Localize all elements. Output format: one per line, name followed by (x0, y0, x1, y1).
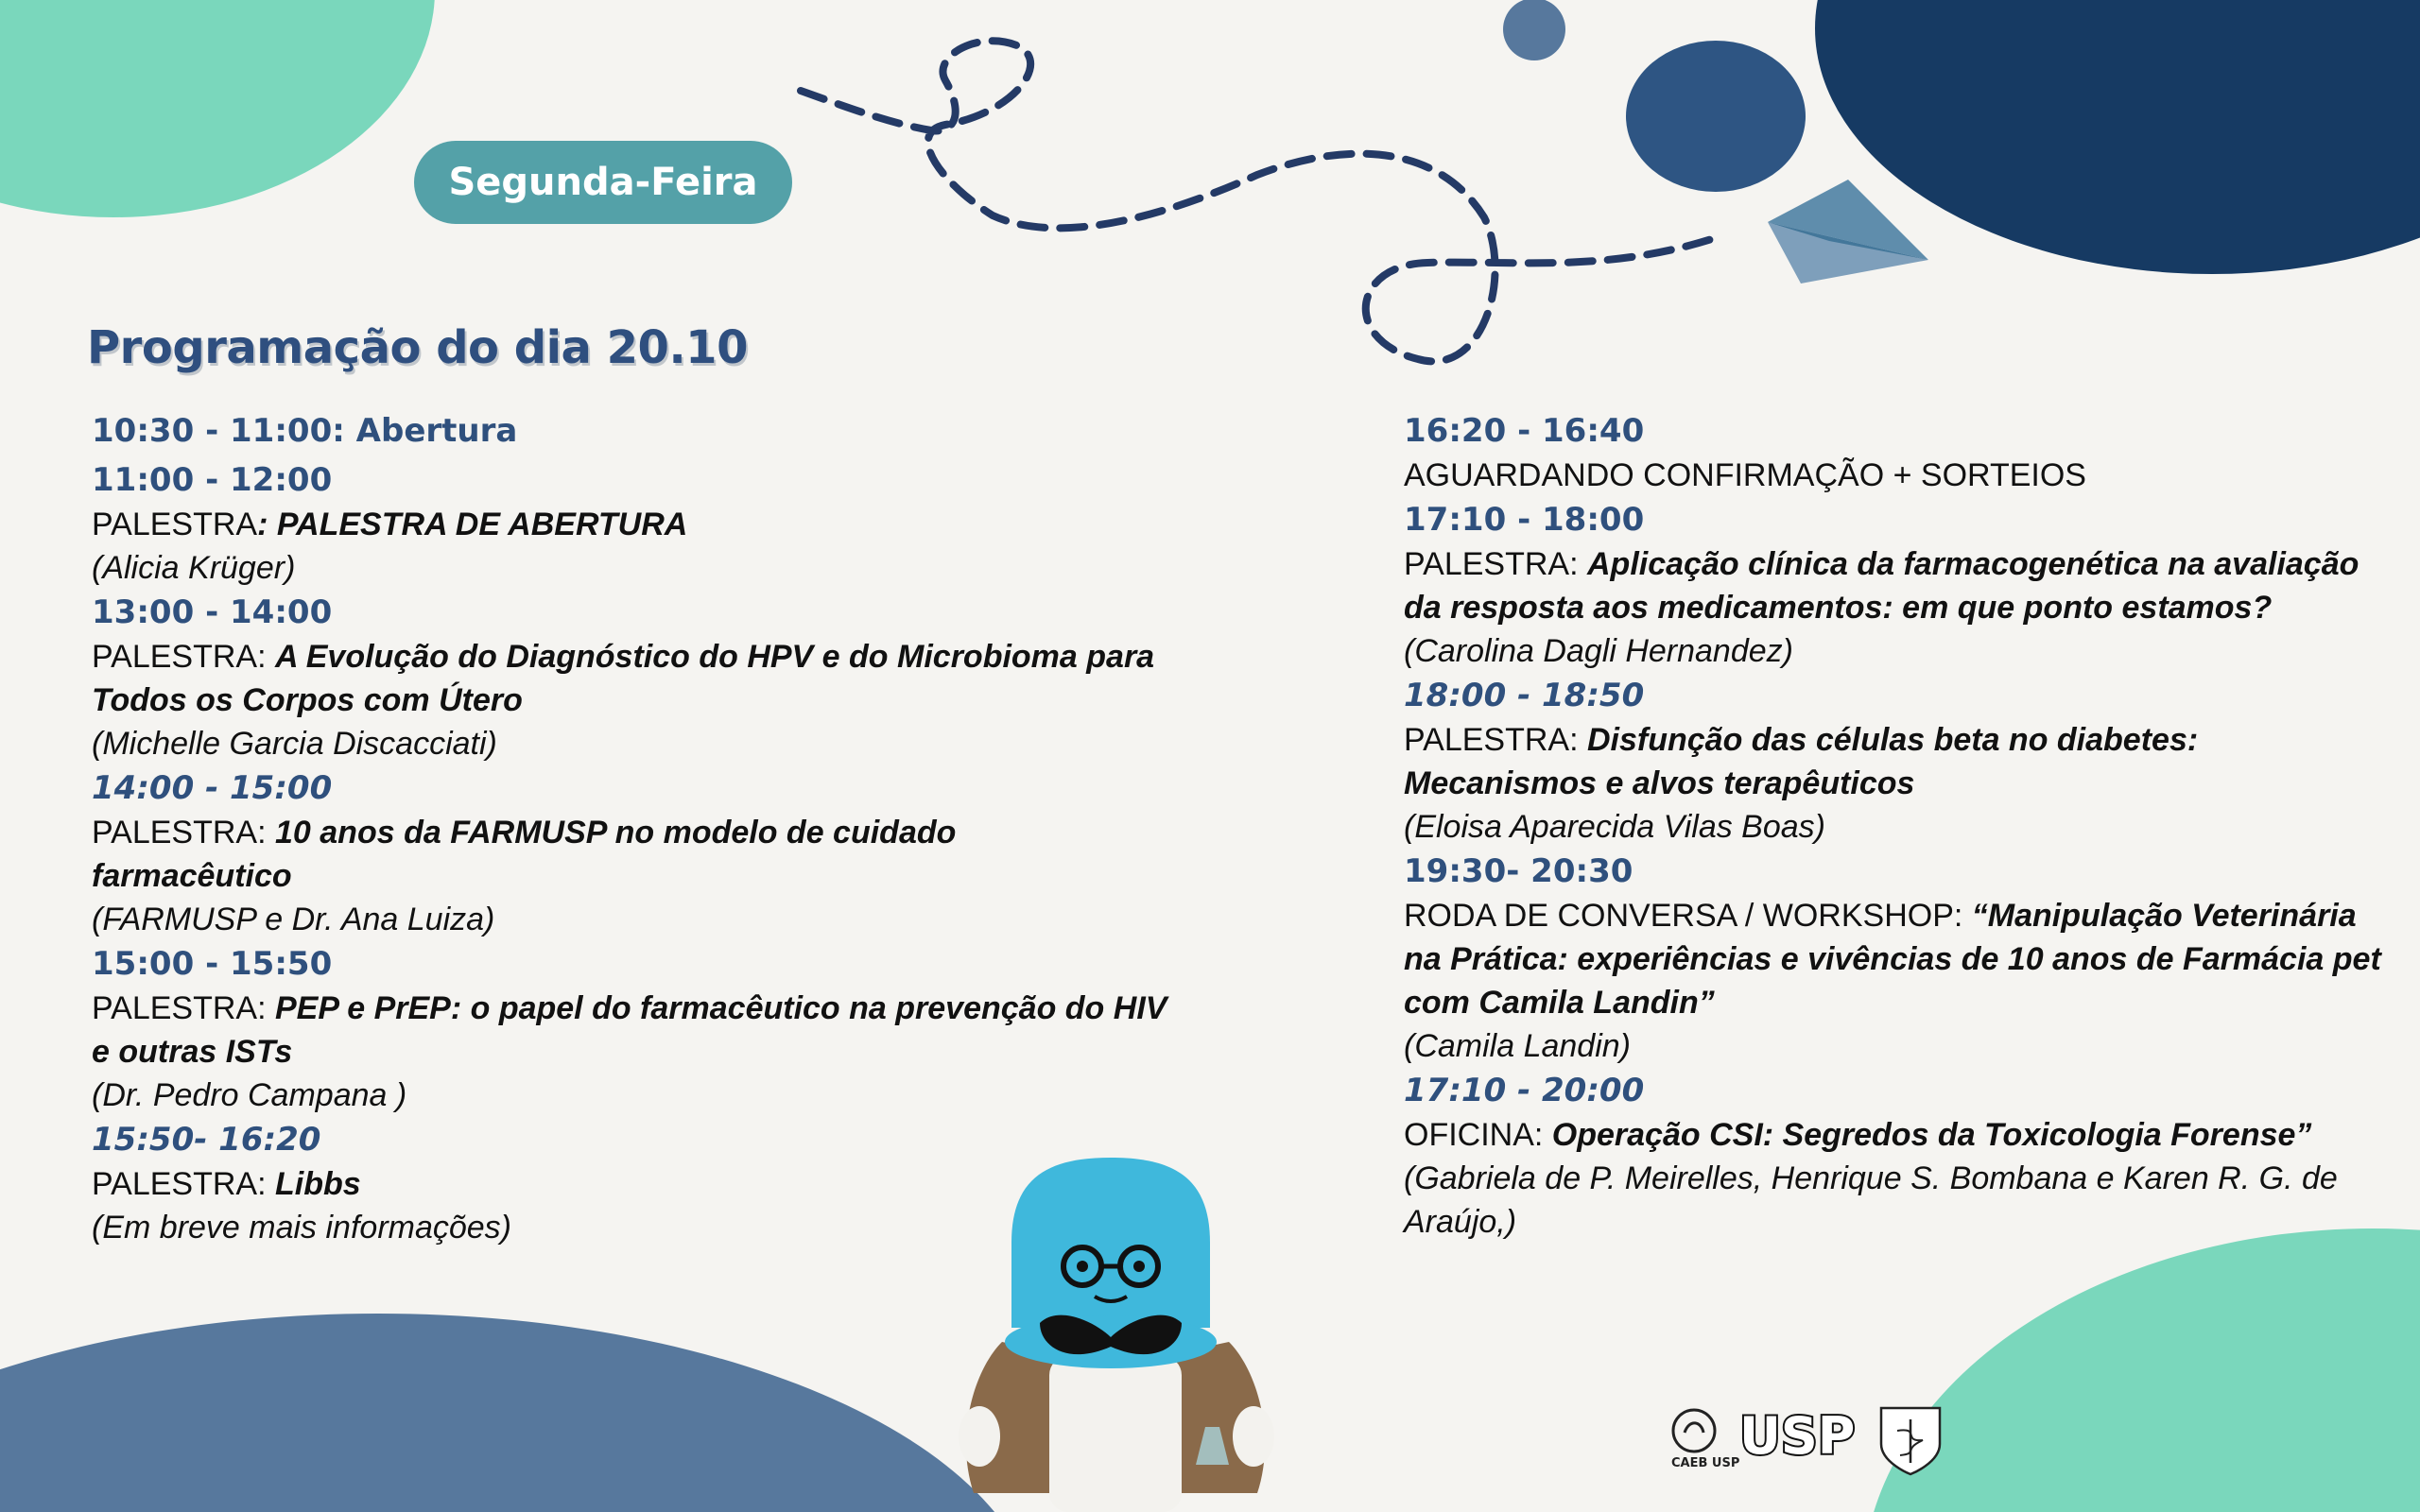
session-speaker: (Alicia Krüger) (92, 550, 296, 586)
session-speaker: (FARMUSP e Dr. Ana Luiza) (92, 902, 495, 937)
schedule-left-column (92, 408, 1179, 1249)
session-speaker: (Michelle Garcia Discacciati) (92, 726, 497, 762)
svg-text:CAEB USP: CAEB USP (1671, 1456, 1740, 1470)
caeb-logo (1671, 1410, 1739, 1470)
schedule-item (92, 765, 1179, 941)
slate-blob-bottom-left (0, 1314, 1040, 1512)
blue-circle (1626, 41, 1806, 192)
session-title: RODA DE CONVERSA / WORKSHOP: “Manipulação Veterinária na Prática: experiências e vivências de 10 anos de Farmácia pet com Camila Landin” (1404, 898, 2381, 1021)
session-speaker: (Gabriela de P. Meirelles, Henrique S. Bombana e Karen R. G. de Araújo,) (1404, 1160, 2338, 1240)
schedule-item (92, 590, 1179, 765)
session-speaker: (Carolina Dagli Hernandez) (1404, 633, 1793, 669)
day-badge: Segunda-Feira (414, 141, 792, 224)
faculty-crest (1881, 1408, 1940, 1474)
page-title: Programação do dia 20.10 (87, 321, 748, 374)
session-time: 13:00 - 14:00 (92, 593, 333, 631)
session-title: PALESTRA: Libbs (92, 1166, 361, 1202)
institution-logos (1666, 1395, 1949, 1480)
schedule-item (92, 408, 1179, 457)
mascot-illustration (936, 1153, 1295, 1512)
session-title: PALESTRA: 10 anos da FARMUSP no modelo de cuidado farmacêutico (92, 815, 957, 894)
session-time: 10:30 - 11:00: Abertura (92, 412, 518, 450)
schedule-item (1404, 408, 2396, 497)
session-time: 16:20 - 16:40 (1404, 412, 1645, 450)
session-time: 15:00 - 15:50 (92, 945, 333, 983)
schedule-item (1404, 673, 2396, 849)
small-blue-dot (1503, 0, 1565, 60)
session-speaker: (Eloisa Aparecida Vilas Boas) (1404, 809, 1826, 845)
session-title: OFICINA: Operação CSI: Segredos da Toxicologia Forense” (1404, 1117, 2312, 1153)
session-speaker: (Em breve mais informações) (92, 1210, 512, 1246)
session-time: 19:30- 20:30 (1404, 852, 1634, 890)
session-speaker: (Dr. Pedro Campana ) (92, 1077, 407, 1113)
session-time: 18:00 - 18:50 (1404, 677, 1645, 714)
session-title: PALESTRA: PALESTRA DE ABERTURA (92, 507, 688, 542)
session-time: 17:10 - 18:00 (1404, 501, 1645, 539)
usp-logo: USP (1739, 1406, 1856, 1466)
session-time: 15:50- 16:20 (92, 1121, 321, 1159)
teal-blob-top-left (0, 0, 435, 217)
session-title: AGUARDANDO CONFIRMAÇÃO + SORTEIOS (1404, 457, 2086, 493)
schedule-item (92, 457, 1179, 590)
schedule-item (1404, 849, 2396, 1068)
schedule-item (92, 941, 1179, 1117)
session-title: PALESTRA: A Evolução do Diagnóstico do HPV e do Microbioma para Todos os Corpos com Útero (92, 639, 1155, 718)
session-title: PALESTRA: Disfunção das células beta no diabetes: Mecanismos e alvos terapêuticos (1404, 722, 2199, 801)
dashed-flight-path (801, 41, 1720, 361)
paper-plane-icon (1768, 180, 1928, 284)
schedule-item (1404, 1068, 2396, 1244)
session-time: 14:00 - 15:00 (92, 769, 333, 807)
session-time: 17:10 - 20:00 (1404, 1072, 1645, 1109)
schedule-item (1404, 497, 2396, 673)
session-title: PALESTRA: Aplicação clínica da farmacogenética na avaliação da resposta aos medicamentos: em que ponto estamos? (1404, 546, 2360, 626)
session-speaker: (Camila Landin) (1404, 1028, 1631, 1064)
navy-blob-top-right (1815, 0, 2420, 274)
schedule-right-column (1404, 408, 2396, 1244)
session-time: 11:00 - 12:00 (92, 461, 333, 499)
session-title: PALESTRA: PEP e PrEP: o papel do farmacêutico na prevenção do HIV e outras ISTs (92, 990, 1167, 1070)
